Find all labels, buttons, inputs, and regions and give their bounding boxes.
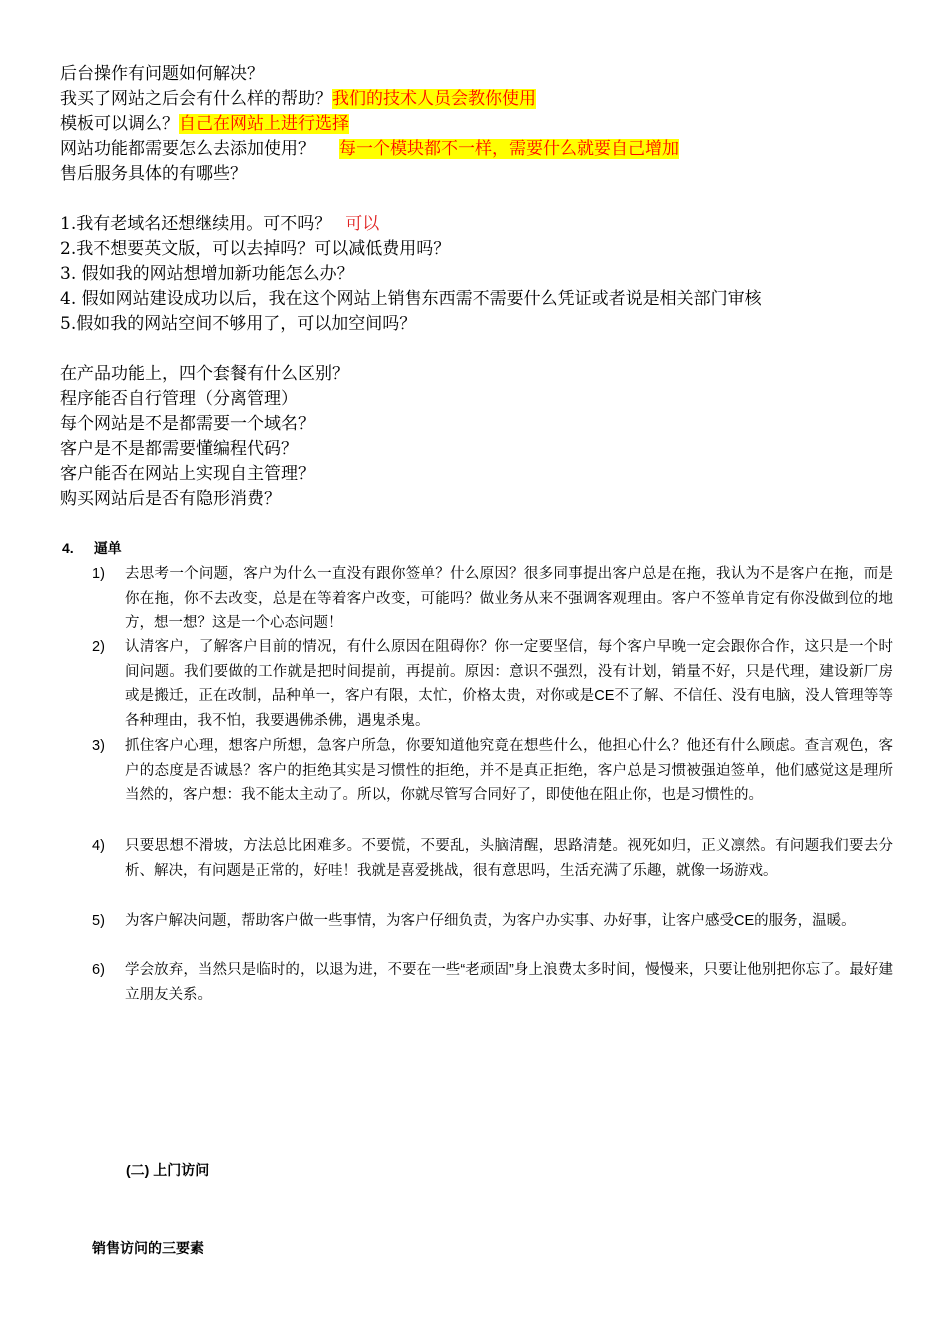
list-item-number: 1) (92, 566, 105, 582)
faq2-line-4 (60, 287, 762, 311)
faq1-line-3 (60, 112, 349, 136)
list-item-number: 2) (92, 639, 105, 655)
list-item-number: 5) (92, 913, 105, 929)
faq-question: 后台操作有问题如何解决？ (60, 64, 264, 84)
faq-question: 5.假如我的网站空间不够用了，可以加空间吗？ (60, 314, 417, 334)
faq-answer-red: 可以 (345, 214, 380, 234)
faq-question: 4. 假如网站建设成功以后，我在这个网站上销售东西需不需要什么凭证或者说是相关部门审核 (60, 289, 762, 309)
faq3-line-4: 客户是不是都需要懂编程代码？ (60, 439, 298, 459)
faq2-line-1 (60, 212, 379, 236)
list-item-text: 只要思想不滑坡，方法总比困难多。不要慌，不要乱，头脑清醒，思路清楚。视死如归，正义凛然。有问题我们要去分析、解决，有问题是正常的，好哇！我就是喜爱挑战，很有意思吗，生活充满了乐趣，就像一场游戏。 (125, 838, 893, 879)
faq3-line-6: 购买网站后是否有隐形消费？ (60, 489, 281, 509)
section-title: 逼单 (93, 540, 122, 556)
list-item-number: 4) (92, 838, 105, 854)
faq-question: 模板可以调么？ (60, 114, 179, 134)
faq1-line-2 (60, 87, 536, 111)
faq3-line-1: 在产品功能上，四个套餐有什么区别？ (60, 364, 349, 384)
section-4-heading (62, 538, 122, 558)
subsection-heading: (二) 上门访问 (126, 1162, 210, 1178)
section-number: 4. (62, 540, 74, 556)
faq1-line-1 (60, 62, 264, 86)
faq-question: 3. 假如我的网站想增加新功能怎么办？ (60, 264, 354, 284)
list-item-number: 6) (92, 962, 105, 978)
faq2-line-5 (60, 312, 416, 336)
subheading: 销售访问的三要素 (92, 1240, 204, 1256)
faq-answer-highlight: 自己在网站上进行选择 (179, 114, 349, 134)
faq3-line-5: 客户能否在网站上实现自主管理？ (60, 464, 315, 484)
faq-question: 2.我不想要英文版，可以去掉吗？可以减低费用吗？ (60, 239, 451, 259)
faq-answer-highlight: 我们的技术人员会教你使用 (332, 89, 536, 109)
list-item-text: 抓住客户心理，想客户所想，急客户所急，你要知道他究竟在想些什么，他担心什么？他还有什么顾虑。查言观色，客户的态度是否诚恳？客户的拒绝其实是习惯性的拒绝，并不是真正拒绝，客户总是习惯被强迫签单，他们感觉这是理所当然的，客户想：我不能太主动了。所以，你就尽管写合同好了，即使他在阻止你，也是习惯性的。 (125, 738, 893, 803)
list-item-text: 去思考一个问题，客户为什么一直没有跟你签单？什么原因？很多同事提出客户总是在拖，我认为不是客户在拖，而是你在拖，你不去改变，总是在等着客户改变，可能吗？做业务从来不强调客观理由。客户不签单肯定有你没做到位的地方，想一想？这是一个心态问题！ (125, 566, 893, 631)
list-item-text: 为客户解决问题，帮助客户做一些事情，为客户仔细负责，为客户办实事、办好事，让客户感受CE的服务，温暖。 (125, 913, 856, 929)
faq3-line-2: 程序能否自行管理（分离管理） (60, 389, 298, 409)
faq-question: 1.我有老域名还想继续用。可不吗？ (60, 214, 332, 234)
faq1-line-5 (60, 162, 247, 186)
faq-question: 售后服务具体的有哪些？ (60, 164, 247, 184)
faq-question: 网站功能都需要怎么去添加使用？ (60, 139, 315, 159)
list-item-number: 3) (92, 738, 105, 754)
list-item-text: 学会放弃，当然只是临时的，以退为进，不要在一些“老顽固”身上浪费太多时间，慢慢来，只要让他别把你忘了。最好建立朋友关系。 (125, 962, 893, 1003)
faq2-line-3 (60, 262, 354, 286)
faq2-line-2 (60, 237, 450, 261)
faq-answer-highlight: 每一个模块都不一样，需要什么就要自己增加 (339, 139, 679, 159)
faq3-line-3: 每个网站是不是都需要一个域名？ (60, 414, 315, 434)
faq1-line-4 (60, 137, 679, 161)
list-item-text: 认清客户，了解客户目前的情况，有什么原因在阻碍你？你一定要坚信，每个客户早晚一定会跟你合作，这只是一个时间问题。我们要做的工作就是把时间提前，再提前。原因：意识不强烈，没有计划，销量不好，只是代理，建设新厂房或是搬迁，正在改制，品种单一，客户有限，太忙，价格太贵，对你或是CE不了解、不信任、没有电脑，没人管理等等各种理由，我不怕，我要遇佛杀佛，遇鬼杀鬼。 (125, 639, 893, 729)
faq-question: 我买了网站之后会有什么样的帮助？ (60, 89, 332, 109)
